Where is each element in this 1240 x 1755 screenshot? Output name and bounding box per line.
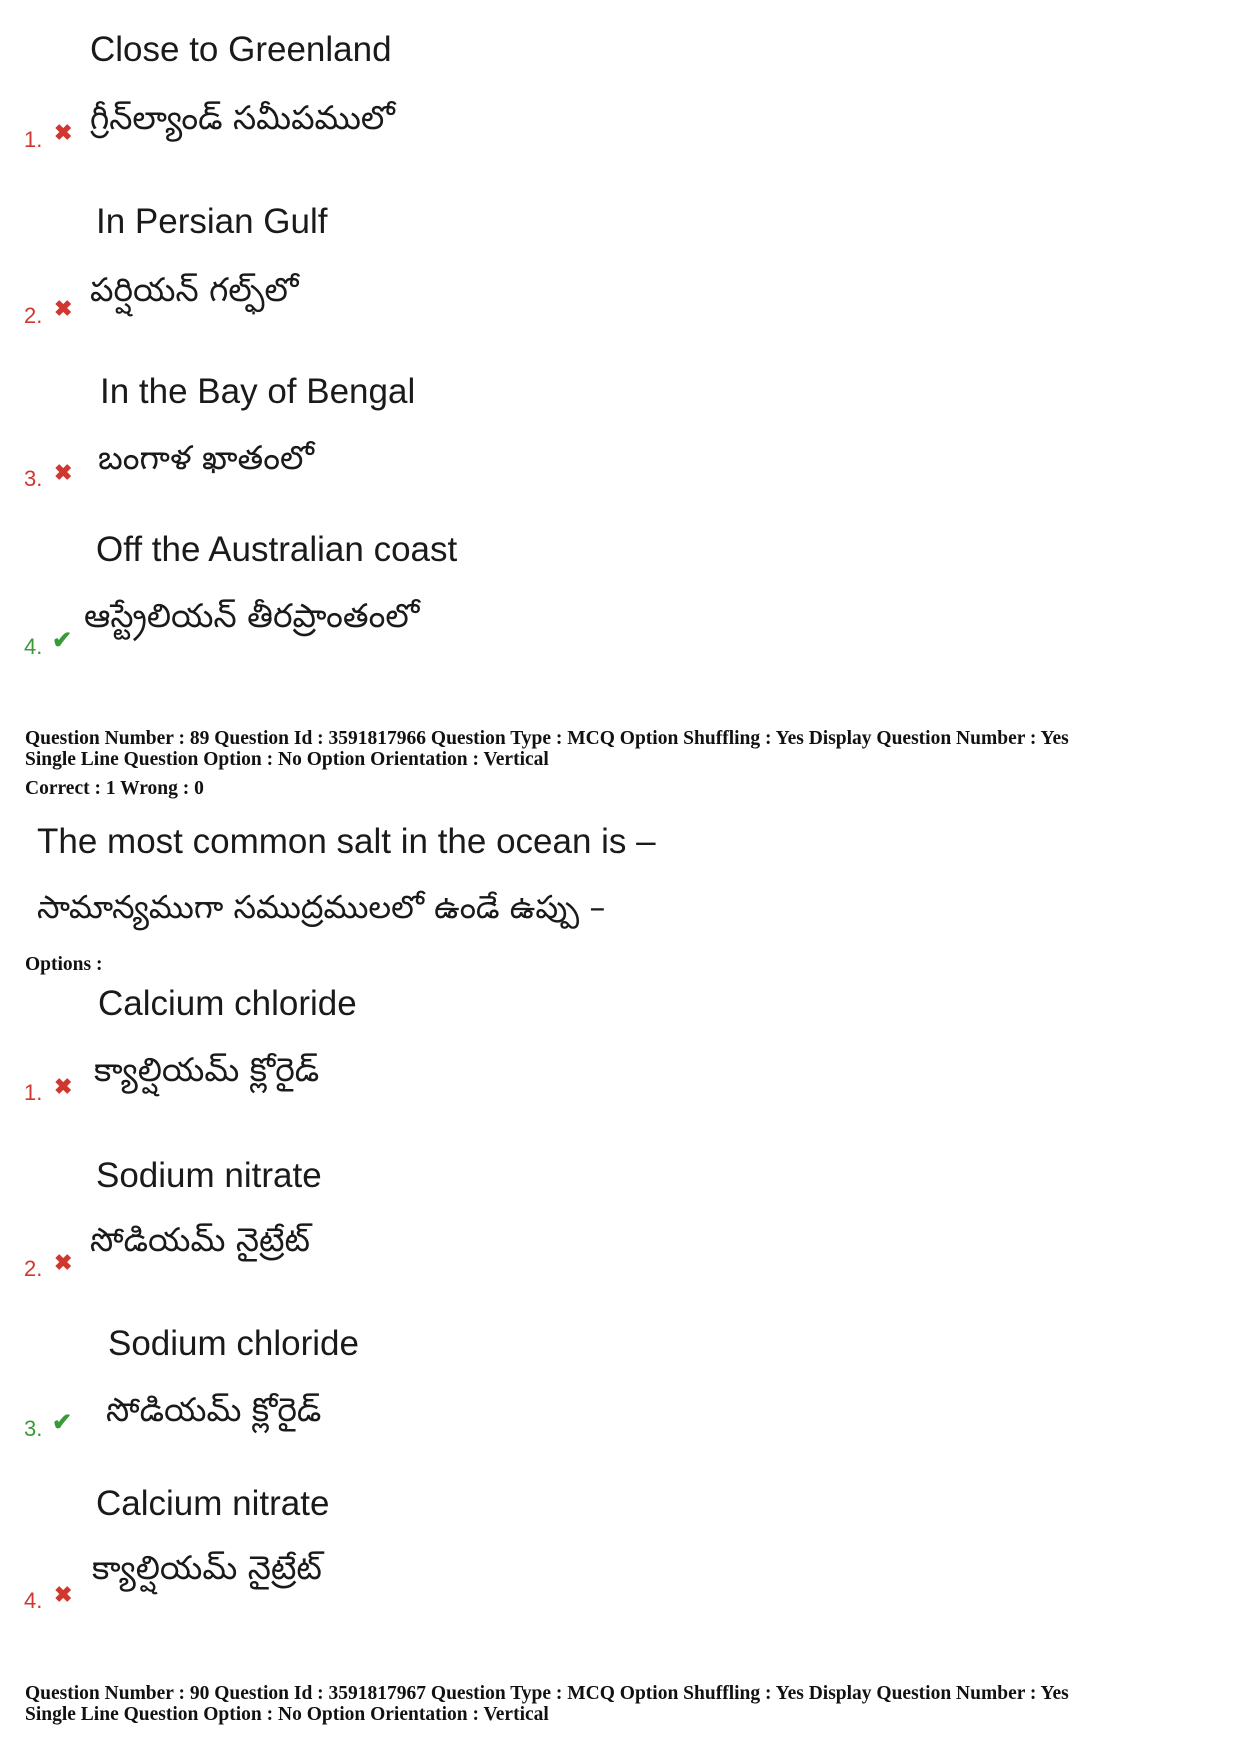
options-label: Options :	[25, 954, 103, 975]
question-meta-line2: Single Line Question Option : No Option Orientation : Vertical	[25, 749, 549, 770]
option-text-te: సోడియమ్ క్లోరైడ్	[106, 1390, 322, 1429]
option-number: 3.	[24, 1416, 43, 1441]
option-text-te: క్యాల్షియమ్ నైట్రేట్	[92, 1548, 322, 1587]
question-meta-line1: Question Number : 90 Question Id : 3591817967 Question Type : MCQ Option Shuffling : Yes Display Question Number : Yes	[25, 1683, 1069, 1704]
check-icon: ✔	[52, 1409, 73, 1436]
option-text-en: Calcium nitrate	[96, 1484, 330, 1523]
option-text-te: ఆస్ట్రేలియన్ తీరప్రాంతంలో	[84, 596, 420, 635]
option-text-en: Off the Australian coast	[96, 530, 458, 569]
cross-icon: ✖	[54, 1250, 73, 1275]
option-number: 3.	[24, 466, 43, 491]
cross-icon: ✖	[54, 1582, 73, 1607]
option-text-en: Calcium chloride	[98, 984, 357, 1023]
option-text-te: గ్రీన్‌ల్యాండ్ సమీపములో	[90, 98, 395, 137]
option-number: 1.	[24, 1080, 43, 1105]
option-number: 4.	[24, 1588, 43, 1613]
option-number: 2.	[24, 303, 43, 328]
cross-icon: ✖	[54, 296, 73, 321]
question-meta-line2: Single Line Question Option : No Option Orientation : Vertical	[25, 1704, 549, 1725]
option-text-en: Close to Greenland	[90, 30, 392, 69]
option-number: 1.	[24, 127, 43, 152]
option-text-en: In Persian Gulf	[96, 202, 328, 241]
option-text-te: బంగాళ ఖాతంలో	[98, 438, 314, 477]
question-text-te: సామాన్యముగా సముద్రములలో ఉండే ఉప్పు –	[37, 888, 606, 926]
option-text-en: Sodium nitrate	[96, 1156, 322, 1195]
option-text-en: Sodium chloride	[108, 1324, 359, 1363]
option-number: 4.	[24, 634, 43, 659]
cross-icon: ✖	[54, 1074, 73, 1099]
option-text-en: In the Bay of Bengal	[100, 372, 416, 411]
check-icon: ✔	[52, 627, 73, 654]
question-text-en: The most common salt in the ocean is –	[37, 822, 656, 861]
cross-icon: ✖	[54, 460, 73, 485]
option-text-te: సోడియమ్ నైట్రేట్	[90, 1220, 310, 1259]
question-meta-line1: Question Number : 89 Question Id : 3591817966 Question Type : MCQ Option Shuffling : Yes Display Question Number : Yes	[25, 728, 1069, 749]
option-number: 2.	[24, 1256, 43, 1281]
cross-icon: ✖	[54, 120, 73, 145]
option-text-te: క్యాల్షియమ్ క్లోరైడ్	[94, 1050, 320, 1089]
score-line: Correct : 1 Wrong : 0	[25, 778, 204, 799]
option-text-te: పర్షియన్ గల్ఫ్‌లో	[90, 270, 299, 309]
